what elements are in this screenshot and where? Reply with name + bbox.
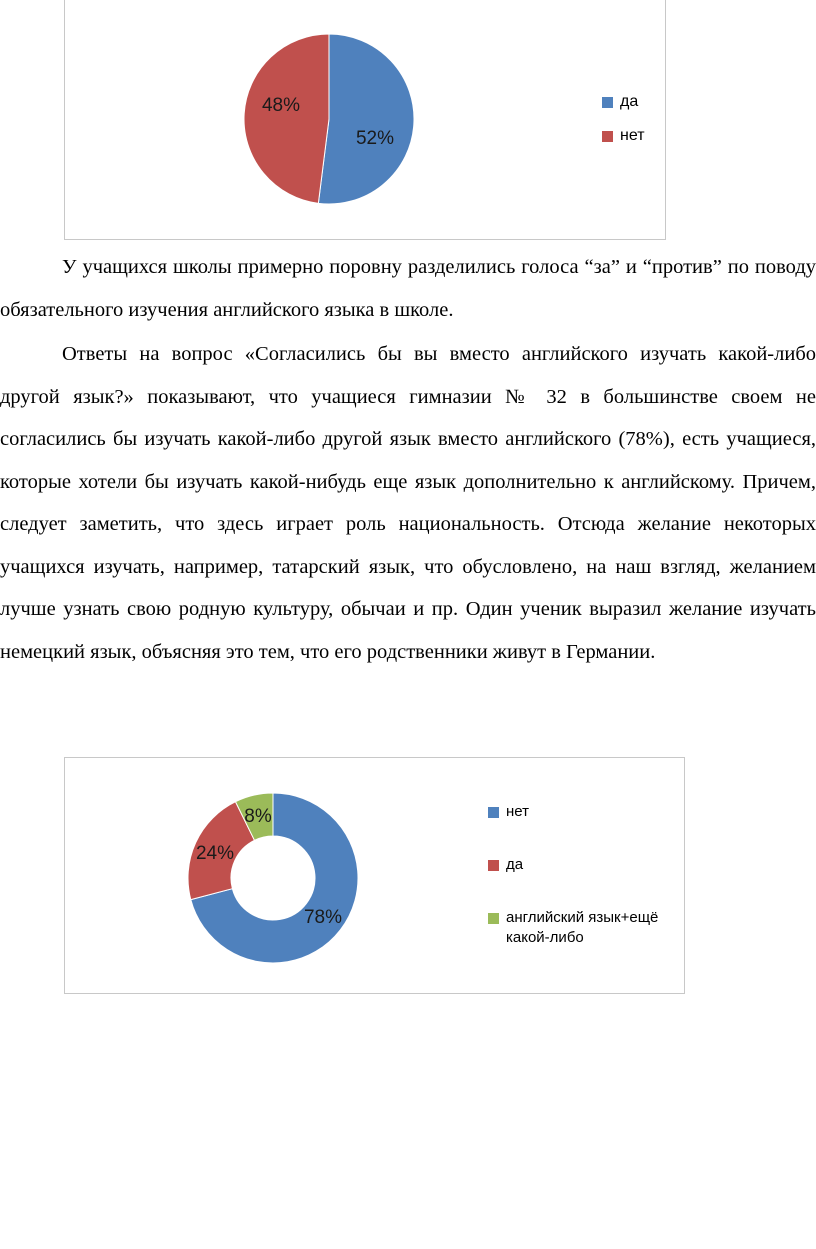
slice-label-da: 52% [355,128,395,149]
legend-label: английский язык+ещё какой-либо [506,909,659,946]
slice-label-english-plus-other: 8% [244,806,272,827]
legend-label: да [506,856,524,873]
paragraph-1-block [0,246,816,331]
legend-swatch [602,131,613,142]
slice-net [244,34,329,203]
paragraph-1: У учащихся школы примерно поровну разделились голоса “за” и “против” по поводу обязательного изучения английского языка в школе. [0,256,816,321]
pie-chart-english-mandatory [64,0,666,240]
doughnut-chart-legend [488,802,678,948]
slice-label-da: 24% [195,843,235,864]
legend-label: нет [506,803,529,820]
legend-item-english-plus-other [488,908,678,948]
paragraph-2: Ответы на вопрос «Согласились бы вы вместо английского изучать какой-либо другой язык?» показывают, что учащиеся гимназии № 32 в большинстве своем не согласились бы изучать какой-либо другой язык вместо английского (78%), есть учащиеся, которые хотели бы изучать какой-нибудь еще язык дополнительно к английскому. Причем, следует заметить, что здесь играет роль национальность. Отсюда желание некоторых учащихся изучать, например, татарский язык, что обусловлено, на наш взгляд, желанием лучше узнать свою родную культуру, обычаи и пр. Один ученик выразил желание изучать немецкий язык, объясняя это тем, что его родственники живут в Германии. [0,343,816,663]
legend-label: нет [620,127,645,144]
pie-chart-legend [602,92,645,160]
legend-swatch [488,913,499,924]
legend-label: да [620,93,639,110]
legend-item-net [488,802,678,822]
legend-swatch [488,807,499,818]
slice-da [318,34,414,204]
slice-label-net: 78% [303,907,343,928]
legend-swatch [488,860,499,871]
doughnut-chart-other-language [64,757,685,994]
legend-item-da [602,92,645,112]
paragraph-2-block [0,333,816,673]
legend-item-net [602,126,645,146]
pie-chart-svg [65,0,667,240]
legend-item-da [488,855,678,875]
legend-swatch [602,97,613,108]
slice-label-net: 48% [261,95,301,116]
